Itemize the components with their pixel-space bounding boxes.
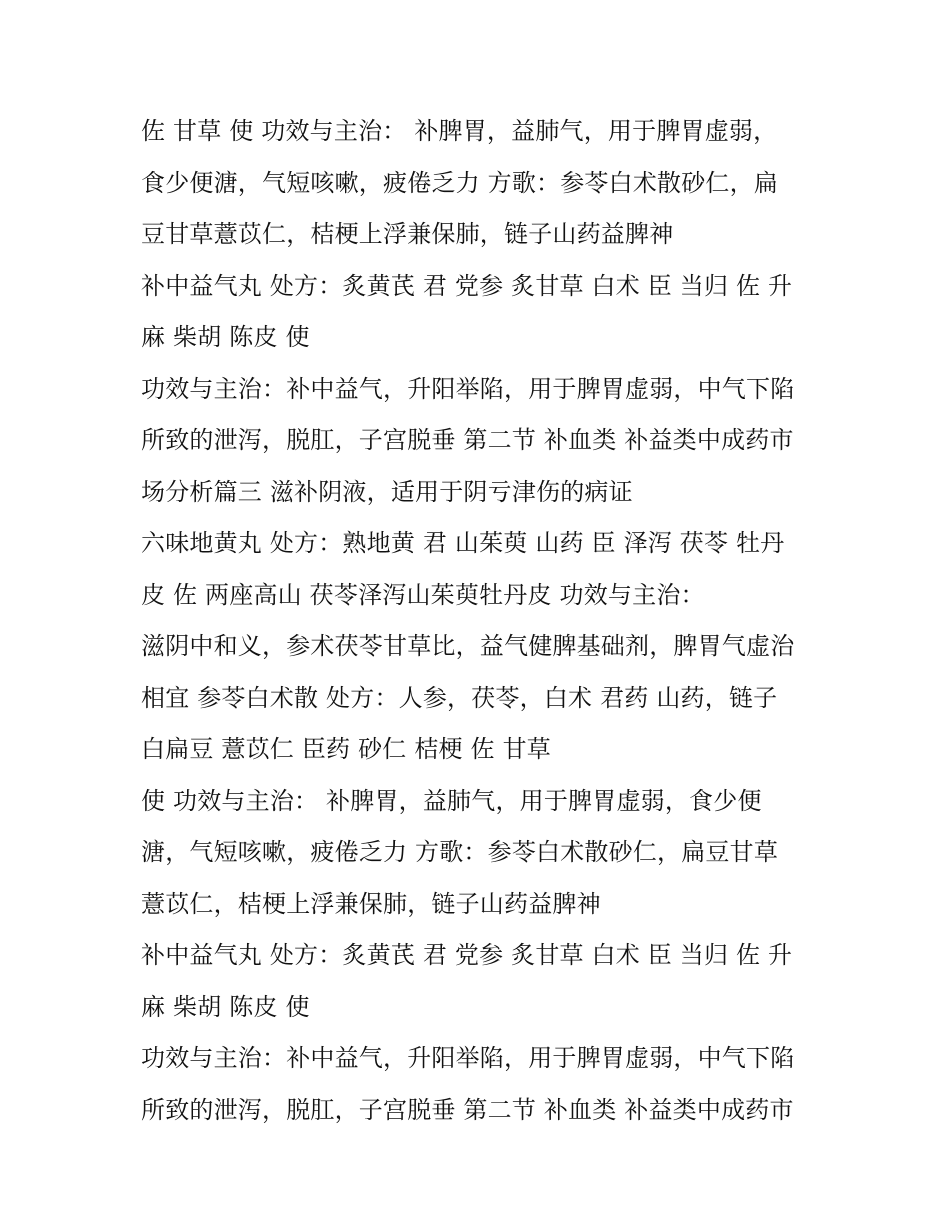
text-line: 使 功效与主治： 补脾胃，益肺气，用于脾胃虚弱，食少便 [141,786,762,815]
text-line: 溏，气短咳嗽，疲倦乏力 方歌：参苓白术散砂仁，扁豆甘草 [141,838,779,866]
text-line: 相宜 参苓白术散 处方：人参，茯苓，白术 君药 山药，链子 [141,683,778,712]
text-line: 补中益气丸 处方：炙黄芪 君 党参 炙甘草 白术 臣 当归 佐 升 [141,941,793,969]
text-line: 补中益气丸 处方：炙黄芪 君 党参 炙甘草 白术 臣 当归 佐 升 [141,271,793,300]
text-line: 麻 柴胡 陈皮 使 [141,323,310,351]
text-line: 豆甘草薏苡仁，桔梗上浮兼保肺，链子山药益脾神 [141,220,674,248]
text-line: 皮 佐 两座高山 茯苓泽泻山茱萸牡丹皮 功效与主治： [141,580,705,609]
document-body [141,106,841,1136]
text-line: 佐 甘草 使 功效与主治： 补脾胃，益肺气，用于脾胃虚弱， [141,117,778,145]
text-line: 滋阴中和义，参术茯苓甘草比，益气健脾基础剂，脾胃气虚治 [141,632,795,660]
text-line: 白扁豆 薏苡仁 臣药 砂仁 桔梗 佐 甘草 [141,735,551,763]
text-line: 功效与主治：补中益气，升阳举陷，用于脾胃虚弱，中气下陷 [141,1044,795,1072]
text-line: 薏苡仁，桔梗上浮兼保肺，链子山药益脾神 [141,889,601,918]
text-line: 所致的泄泻，脱肛，子宫脱垂 第二节 补血类 补益类中成药市 [141,1095,794,1124]
text-line: 食少便溏，气短咳嗽，疲倦乏力 方歌：参苓白术散砂仁，扁 [141,168,779,197]
text-line: 功效与主治：补中益气，升阳举陷，用于脾胃虚弱，中气下陷 [141,374,795,403]
text-line: 所致的泄泻，脱肛，子宫脱垂 第二节 补血类 补益类中成药市 [141,426,794,454]
text-line: 场分析篇三 滋补阴液，适用于阴亏津伤的病证 [141,477,633,506]
text-line: 六味地黄丸 处方：熟地黄 君 山茱萸 山药 臣 泽泻 茯苓 牡丹 [141,529,785,557]
text-line: 麻 柴胡 陈皮 使 [141,992,310,1021]
